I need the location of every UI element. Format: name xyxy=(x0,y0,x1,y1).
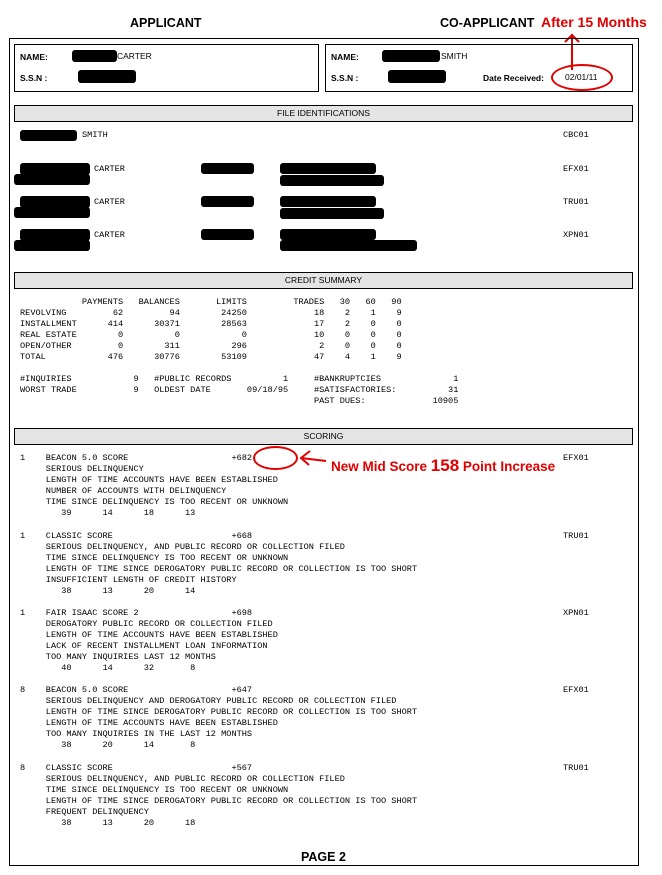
redacted-ssn xyxy=(201,196,254,207)
mid-score-annotation xyxy=(331,456,555,476)
score-line: 8 CLASSIC SCORE +567 xyxy=(20,763,253,773)
score-reasons: DEROGATORY PUBLIC RECORD OR COLLECTION FILED LENGTH OF TIME ACCOUNTS HAVE BEEN ESTABLISHED LACK OF RECENT INSTALLMENT LOAN INFORMATION TOO MANY INQUIRIES LAST 12 MONTHS 40 14 32 8 xyxy=(45,619,278,673)
after-months-annotation: After 15 Months xyxy=(541,14,647,30)
applicant-heading: APPLICANT xyxy=(130,16,202,30)
co-applicant-heading: CO-APPLICANT xyxy=(440,16,535,30)
file-identifications-header: FILE IDENTIFICATIONS xyxy=(14,105,633,122)
file-id-name: CARTER xyxy=(94,230,125,240)
score-reasons: SERIOUS DELINQUENCY AND DEROGATORY PUBLIC RECORD OR COLLECTION FILED LENGTH OF TIME SINCE DEROGATORY PUBLIC RECORD OR COLLECTION IS TOO SHORT LENGTH OF TIME ACCOUNTS HAVE BEEN ESTABLISHED TOO MANY INQUIRIES IN THE LAST 12 MONTHS 38 20 14 8 xyxy=(45,696,418,750)
date-received-value: 02/01/11 xyxy=(565,72,598,82)
left-arrow-icon xyxy=(298,448,328,468)
score-reasons: SERIOUS DELINQUENCY LENGTH OF TIME ACCOUNTS HAVE BEEN ESTABLISHED NUMBER OF ACCOUNTS WITH DELINQUENCY TIME SINCE DELINQUENCY IS TOO RECENT OR UNKNOWN 39 14 18 13 xyxy=(45,464,289,518)
credit-summary-table: PAYMENTS BALANCES LIMITS TRADES 30 60 90 REVOLVING 62 94 24250 18 2 1 9 INSTALLMENT 414 30371 28563 17 2 0 0 REAL ESTATE 0 0 0 10 0 0 0 OPEN/OTHER 0 311 296 2 0 0 0 TOTAL 476 30776 53109 47 4 1 9 xyxy=(20,297,402,362)
applicant-name-label: NAME: xyxy=(20,52,48,62)
redacted-ssn xyxy=(78,70,136,83)
file-id-name: CARTER xyxy=(94,164,125,174)
file-id-code: TRU01 xyxy=(563,197,589,207)
mid-score-suffix: Point Increase xyxy=(459,459,556,474)
score-bureau-code: EFX01 xyxy=(563,685,589,695)
mid-score-prefix: New Mid Score xyxy=(331,459,431,474)
score-line: 8 BEACON 5.0 SCORE +647 xyxy=(20,685,253,695)
file-id-code: EFX01 xyxy=(563,164,589,174)
redacted-name xyxy=(14,207,90,218)
file-id-code: CBC01 xyxy=(563,130,589,140)
redacted-address xyxy=(280,196,376,207)
redacted-first-name xyxy=(382,50,440,62)
applicant-name-value: CARTER xyxy=(117,51,152,61)
redacted-address xyxy=(280,175,384,186)
redacted-address xyxy=(280,229,376,240)
credit-summary-stats: #INQUIRIES 9 #PUBLIC RECORDS 1 #BANKRUPTCIES 1 WORST TRADE 9 OLDEST DATE 09/18/95 #SATISFACTORIES: 31 PAST DUES: 10905 xyxy=(20,374,459,406)
redacted-address xyxy=(280,240,417,251)
co-applicant-name-label: NAME: xyxy=(331,52,359,62)
score-bureau-code: XPN01 xyxy=(563,608,589,618)
redacted-first-name xyxy=(72,50,117,62)
score-reasons: SERIOUS DELINQUENCY, AND PUBLIC RECORD OR COLLECTION FILED TIME SINCE DELINQUENCY IS TOO RECENT OR UNKNOWN LENGTH OF TIME SINCE DEROGATORY PUBLIC RECORD OR COLLECTION IS TOO SHORT FREQUENT DELINQUENCY 38 13 20 18 xyxy=(45,774,418,828)
date-received-label: Date Received: xyxy=(483,73,544,83)
redacted-address xyxy=(280,163,376,174)
file-id-name: SMITH xyxy=(82,130,108,140)
score-line: 1 CLASSIC SCORE +668 xyxy=(20,531,253,541)
date-highlight-circle xyxy=(551,64,613,91)
applicant-box xyxy=(14,44,319,92)
redacted-ssn xyxy=(201,163,254,174)
file-id-code: XPN01 xyxy=(563,230,589,240)
co-applicant-ssn-label: S.S.N : xyxy=(331,73,359,83)
score-line: 1 BEACON 5.0 SCORE +682 xyxy=(20,453,253,463)
page-number: PAGE 2 xyxy=(301,850,346,864)
redacted-name xyxy=(14,174,90,185)
score-bureau-code: TRU01 xyxy=(563,763,589,773)
score-highlight-circle xyxy=(253,446,298,470)
redacted-name xyxy=(14,240,90,251)
credit-summary-header: CREDIT SUMMARY xyxy=(14,272,633,289)
redacted-address xyxy=(280,208,384,219)
redacted-ssn xyxy=(388,70,446,83)
mid-score-number: 158 xyxy=(430,456,460,475)
redacted-ssn xyxy=(201,229,254,240)
co-applicant-name-value: SMITH xyxy=(441,51,468,61)
applicant-ssn-label: S.S.N : xyxy=(20,73,48,83)
score-reasons: SERIOUS DELINQUENCY, AND PUBLIC RECORD OR COLLECTION FILED TIME SINCE DELINQUENCY IS TOO RECENT OR UNKNOWN LENGTH OF TIME SINCE DEROGATORY PUBLIC RECORD OR COLLECTION IS TOO SHORT INSUFFICIENT LENGTH OF CREDIT HISTORY 38 13 20 14 xyxy=(45,542,418,596)
scoring-header: SCORING xyxy=(14,428,633,445)
score-bureau-code: EFX01 xyxy=(563,453,589,463)
redacted-name xyxy=(20,130,77,141)
score-bureau-code: TRU01 xyxy=(563,531,589,541)
score-line: 1 FAIR ISAAC SCORE 2 +698 xyxy=(20,608,253,618)
file-id-name: CARTER xyxy=(94,197,125,207)
